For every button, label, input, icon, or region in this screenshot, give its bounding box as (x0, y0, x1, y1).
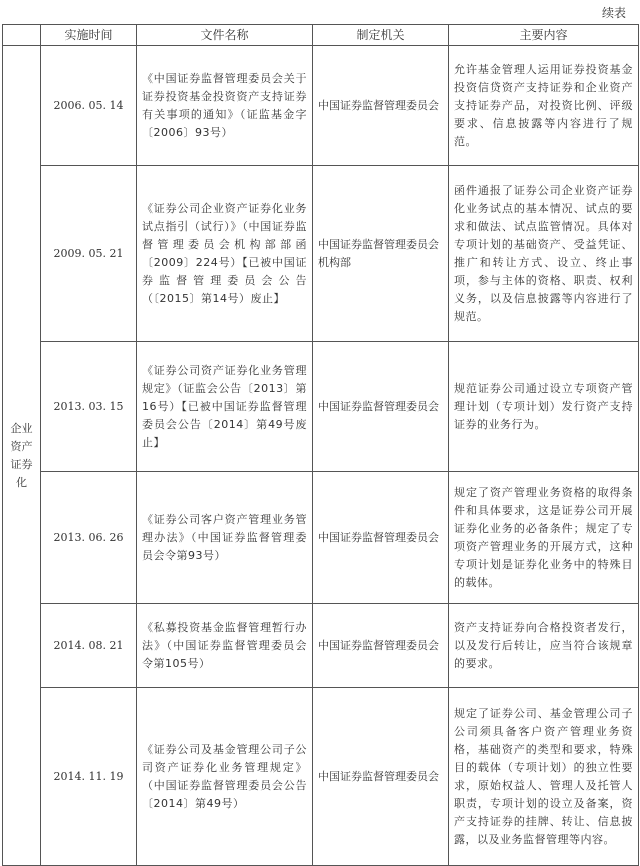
table-row (3, 166, 639, 342)
agency-cell: 中国证券监督管理委员会 (313, 688, 449, 866)
agency-cell: 中国证券监督管理委员会机构部 (313, 166, 449, 342)
continued-label: 续表 (601, 6, 626, 20)
regulation-table (2, 24, 639, 866)
document-cell: 《证券公司客户资产管理业务管理办法》（中国证券监督管理委员会令第93号） (137, 472, 313, 604)
agency-cell: 中国证券监督管理委员会 (313, 604, 449, 688)
content-cell: 允许基金管理人运用证券投资基金投资信贷资产支持证券和企业资产支持证券产品，对投资比例、评级要求、信息披露等内容进行了规范。 (449, 46, 639, 166)
header-date: 实施时间 (41, 25, 137, 46)
document-cell: 《证券公司资产证券化业务管理规定》（证监会公告〔2013〕第16号）【已被中国证券监督管理委员会公告〔2014〕第49号废止】 (137, 342, 313, 472)
category-cell: 企业资产证券化 (3, 46, 41, 866)
document-cell: 《私募投资基金监督管理暂行办法》（中国证券监督管理委员会令第105号） (137, 604, 313, 688)
date-cell: 2014. 08. 21 (41, 604, 137, 688)
agency-cell: 中国证券监督管理委员会 (313, 472, 449, 604)
document-cell: 《中国证券监督管理委员会关于证券投资基金投资资产支持证券有关事项的通知》（证监基金字〔2006〕93号） (137, 46, 313, 166)
content-cell: 函件通报了证券公司企业资产证券化业务试点的基本情况、试点的要求和做法、试点监管情况。具体对专项计划的基础资产、受益凭证、推广和转让方式、设立、终止事项，参与主体的资格、职责、权利义务，以及信息披露等内容进行了规范。 (449, 166, 639, 342)
document-cell: 《证券公司及基金管理公司子公司资产证券化业务管理规定》（中国证券监督管理委员会公告〔2014〕第49号） (137, 688, 313, 866)
table-row (3, 472, 639, 604)
agency-cell: 中国证券监督管理委员会 (313, 342, 449, 472)
content-cell: 资产支持证券向合格投资者发行，以及发行后转让，应当符合该规章的要求。 (449, 604, 639, 688)
document-cell: 《证券公司企业资产证券化业务试点指引（试行）》（中国证券监督管理委员会机构部部函〔2009〕224号）【已被中国证券监督管理委员会公告（〔2015〕第14号）废止】 (137, 166, 313, 342)
content-cell: 规范证券公司通过设立专项资产管理计划（专项计划）发行资产支持证券的业务行为。 (449, 342, 639, 472)
table-row (3, 604, 639, 688)
date-cell: 2013. 06. 26 (41, 472, 137, 604)
content-cell: 规定了资产管理业务资格的取得条件和具体要求，这是证券公司开展证券化业务的必备条件；规定了专项资产管理业务的开展方式，这种专项计划是证券化业务中的特殊目的载体。 (449, 472, 639, 604)
header-agency: 制定机关 (313, 25, 449, 46)
header-document: 文件名称 (137, 25, 313, 46)
header-row (3, 25, 639, 46)
content-cell: 规定了证券公司、基金管理公司子公司须具备客户资产管理业务资格，基础资产的类型和要求，特殊目的载体（专项计划）的独立性要求，原始权益人、管理人及托管人职责，专项计划的设立及备案，资产支持证券的挂牌、转让、信息披露，以及业务监督管理等内容。 (449, 688, 639, 866)
date-cell: 2013. 03. 15 (41, 342, 137, 472)
table-row (3, 46, 639, 166)
header-content: 主要内容 (449, 25, 639, 46)
agency-cell: 中国证券监督管理委员会 (313, 46, 449, 166)
table-row (3, 688, 639, 866)
date-cell: 2006. 05. 14 (41, 46, 137, 166)
table-row (3, 342, 639, 472)
date-cell: 2014. 11. 19 (41, 688, 137, 866)
header-category (3, 25, 41, 46)
date-cell: 2009. 05. 21 (41, 166, 137, 342)
